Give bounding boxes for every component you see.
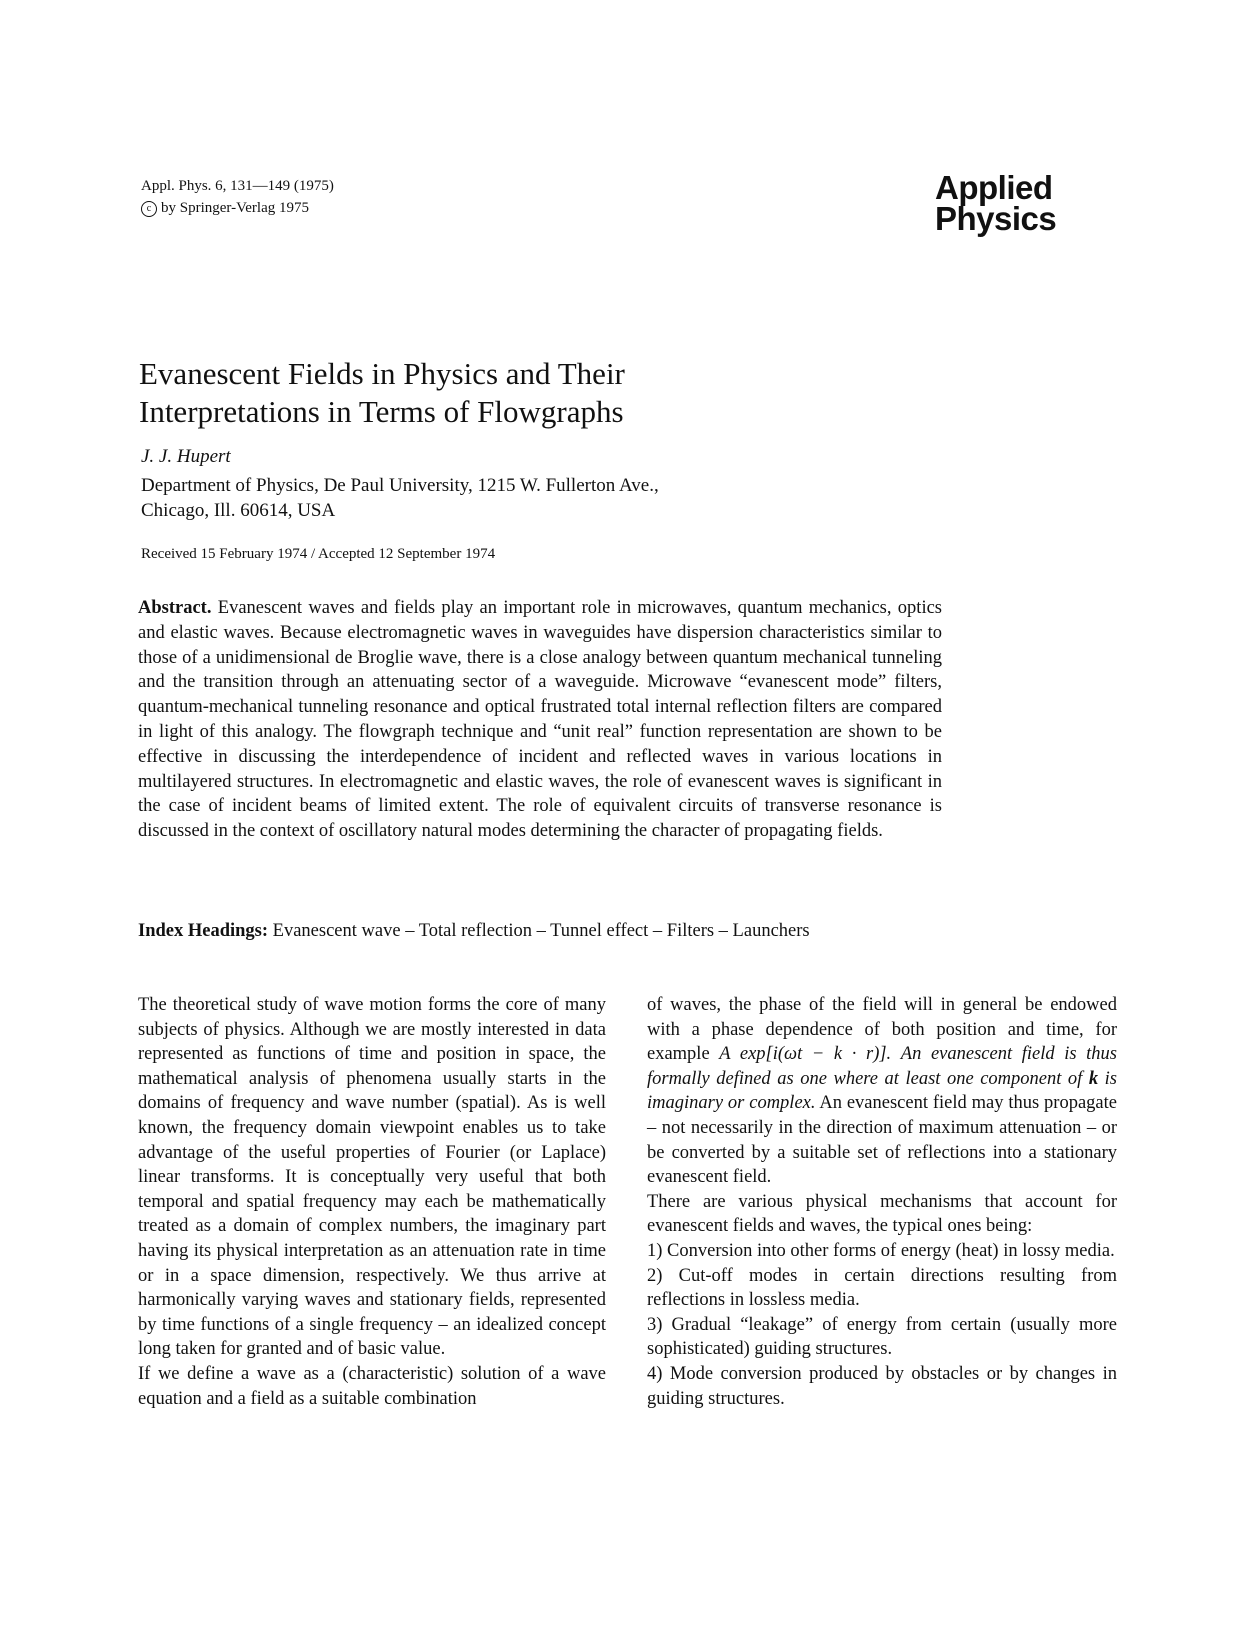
affiliation-line2: Chicago, Ill. 60614, USA bbox=[141, 500, 336, 521]
copyright-line bbox=[141, 197, 334, 219]
body-column-right bbox=[647, 993, 1117, 1411]
index-headings-text: Evanescent wave – Total reflection – Tunnel effect – Filters – Launchers bbox=[272, 921, 810, 941]
body-paragraph: If we define a wave as a (characteristic) solution of a wave equation and a field as a suitable combination bbox=[138, 1363, 606, 1409]
body-text: of waves, the phase of the field will in general be endowed with a phase dependence of both position and time, for example bbox=[647, 995, 1117, 1065]
abstract-label: Abstract. bbox=[138, 598, 212, 618]
citation-block bbox=[141, 175, 334, 219]
journal-logo-line1: Applied bbox=[935, 169, 1053, 206]
abstract-text: Evanescent waves and fields play an important role in microwaves, quantum mechanics, optics and elastic waves. Because electromagnetic waves in waveguides have dispersion characteristics similar to those of a unidimensional de Broglie wave, there is a close analogy between quantum mechanical tunneling and the transition through an attenuating sector of a waveguide. Microwave “evanescent mode” filters, quantum-mechanical tunneling resonance and optical frustrated total internal reflection filters are compared in light of this analogy. The flowgraph technique and “unit real” function representation are shown to be effective in discussing the interdependence of incident and reflected waves in various locations in multilayered structures. In electromagnetic and elastic waves, the role of evanescent waves is significant in the case of incident beams of limited extent. The role of equivalent circuits of transverse resonance is discussed in the context of oscillatory natural modes determining the character of propagating fields. bbox=[138, 598, 942, 842]
journal-citation: Appl. Phys. 6, 131—149 (1975) bbox=[141, 178, 334, 194]
body-paragraph bbox=[647, 993, 1117, 1190]
definition-text: An evanescent field is thus formally defined as one where at least one component of bbox=[647, 1044, 1117, 1089]
affiliation bbox=[141, 473, 659, 523]
copyright-icon: c bbox=[141, 201, 157, 217]
body-column-left bbox=[138, 993, 606, 1411]
abstract bbox=[138, 596, 942, 844]
list-item: 1) Conversion into other forms of energy (heat) in lossy media. bbox=[647, 1240, 1115, 1261]
list-item: 4) Mode conversion produced by obstacles or by changes in guiding structures. bbox=[647, 1363, 1117, 1409]
affiliation-line1: Department of Physics, De Paul University, 1215 W. Fullerton Ave., bbox=[141, 475, 659, 496]
journal-logo bbox=[935, 169, 1120, 237]
body-paragraph: There are various physical mechanisms that account for evanescent fields and waves, the typical ones being: bbox=[647, 1191, 1117, 1237]
received-dates: Received 15 February 1974 / Accepted 12 September 1974 bbox=[141, 546, 496, 562]
author: J. J. Hupert bbox=[141, 446, 231, 467]
journal-logo-line2: Physics bbox=[935, 200, 1057, 237]
definition-text-end: is imaginary or complex. bbox=[647, 1068, 1118, 1114]
body-text: An evanescent field may thus propagate – not necessarily in the direction of maximum attenuation – or be converted by a suitable set of reflections into a stationary evanescent field. bbox=[647, 1093, 1117, 1188]
copyright-text: by Springer-Verlag 1975 bbox=[161, 200, 310, 216]
title-line2: Interpretations in Terms of Flowgraphs bbox=[139, 394, 624, 429]
title-line1: Evanescent Fields in Physics and Their bbox=[139, 356, 625, 391]
phase-formula: A exp[i(ωt − k · r)]. bbox=[719, 1044, 892, 1065]
index-headings bbox=[138, 921, 810, 942]
body-paragraph: The theoretical study of wave motion forms the core of many subjects of physics. Although we are mostly interested in data represented as functions of time and position in space, the mathematical analysis of phenomena usually starts in the domains of frequency and wave number (spatial). As is well known, the frequency domain viewpoint enables us to take advantage of the useful properties of Fourier (or Laplace) linear transforms. It is conceptually very useful that both temporal and spatial frequency may each be mathematically treated as a domain of complex numbers, the imaginary part having its physical interpretation as an attenuation rate in time or in a space dimension, respectively. We thus arrive at harmonically varying waves and stationary fields, represented by time functions of a single frequency – an idealized concept long taken for granted and of basic value. bbox=[138, 995, 606, 1360]
wave-vector-symbol: k bbox=[1088, 1068, 1099, 1089]
list-item: 2) Cut-off modes in certain directions resulting from reflections in lossless media. bbox=[647, 1265, 1117, 1311]
paper-title bbox=[139, 355, 625, 431]
index-headings-label: Index Headings: bbox=[138, 921, 269, 941]
list-item: 3) Gradual “leakage” of energy from certain (usually more sophisticated) guiding structures. bbox=[647, 1314, 1117, 1360]
